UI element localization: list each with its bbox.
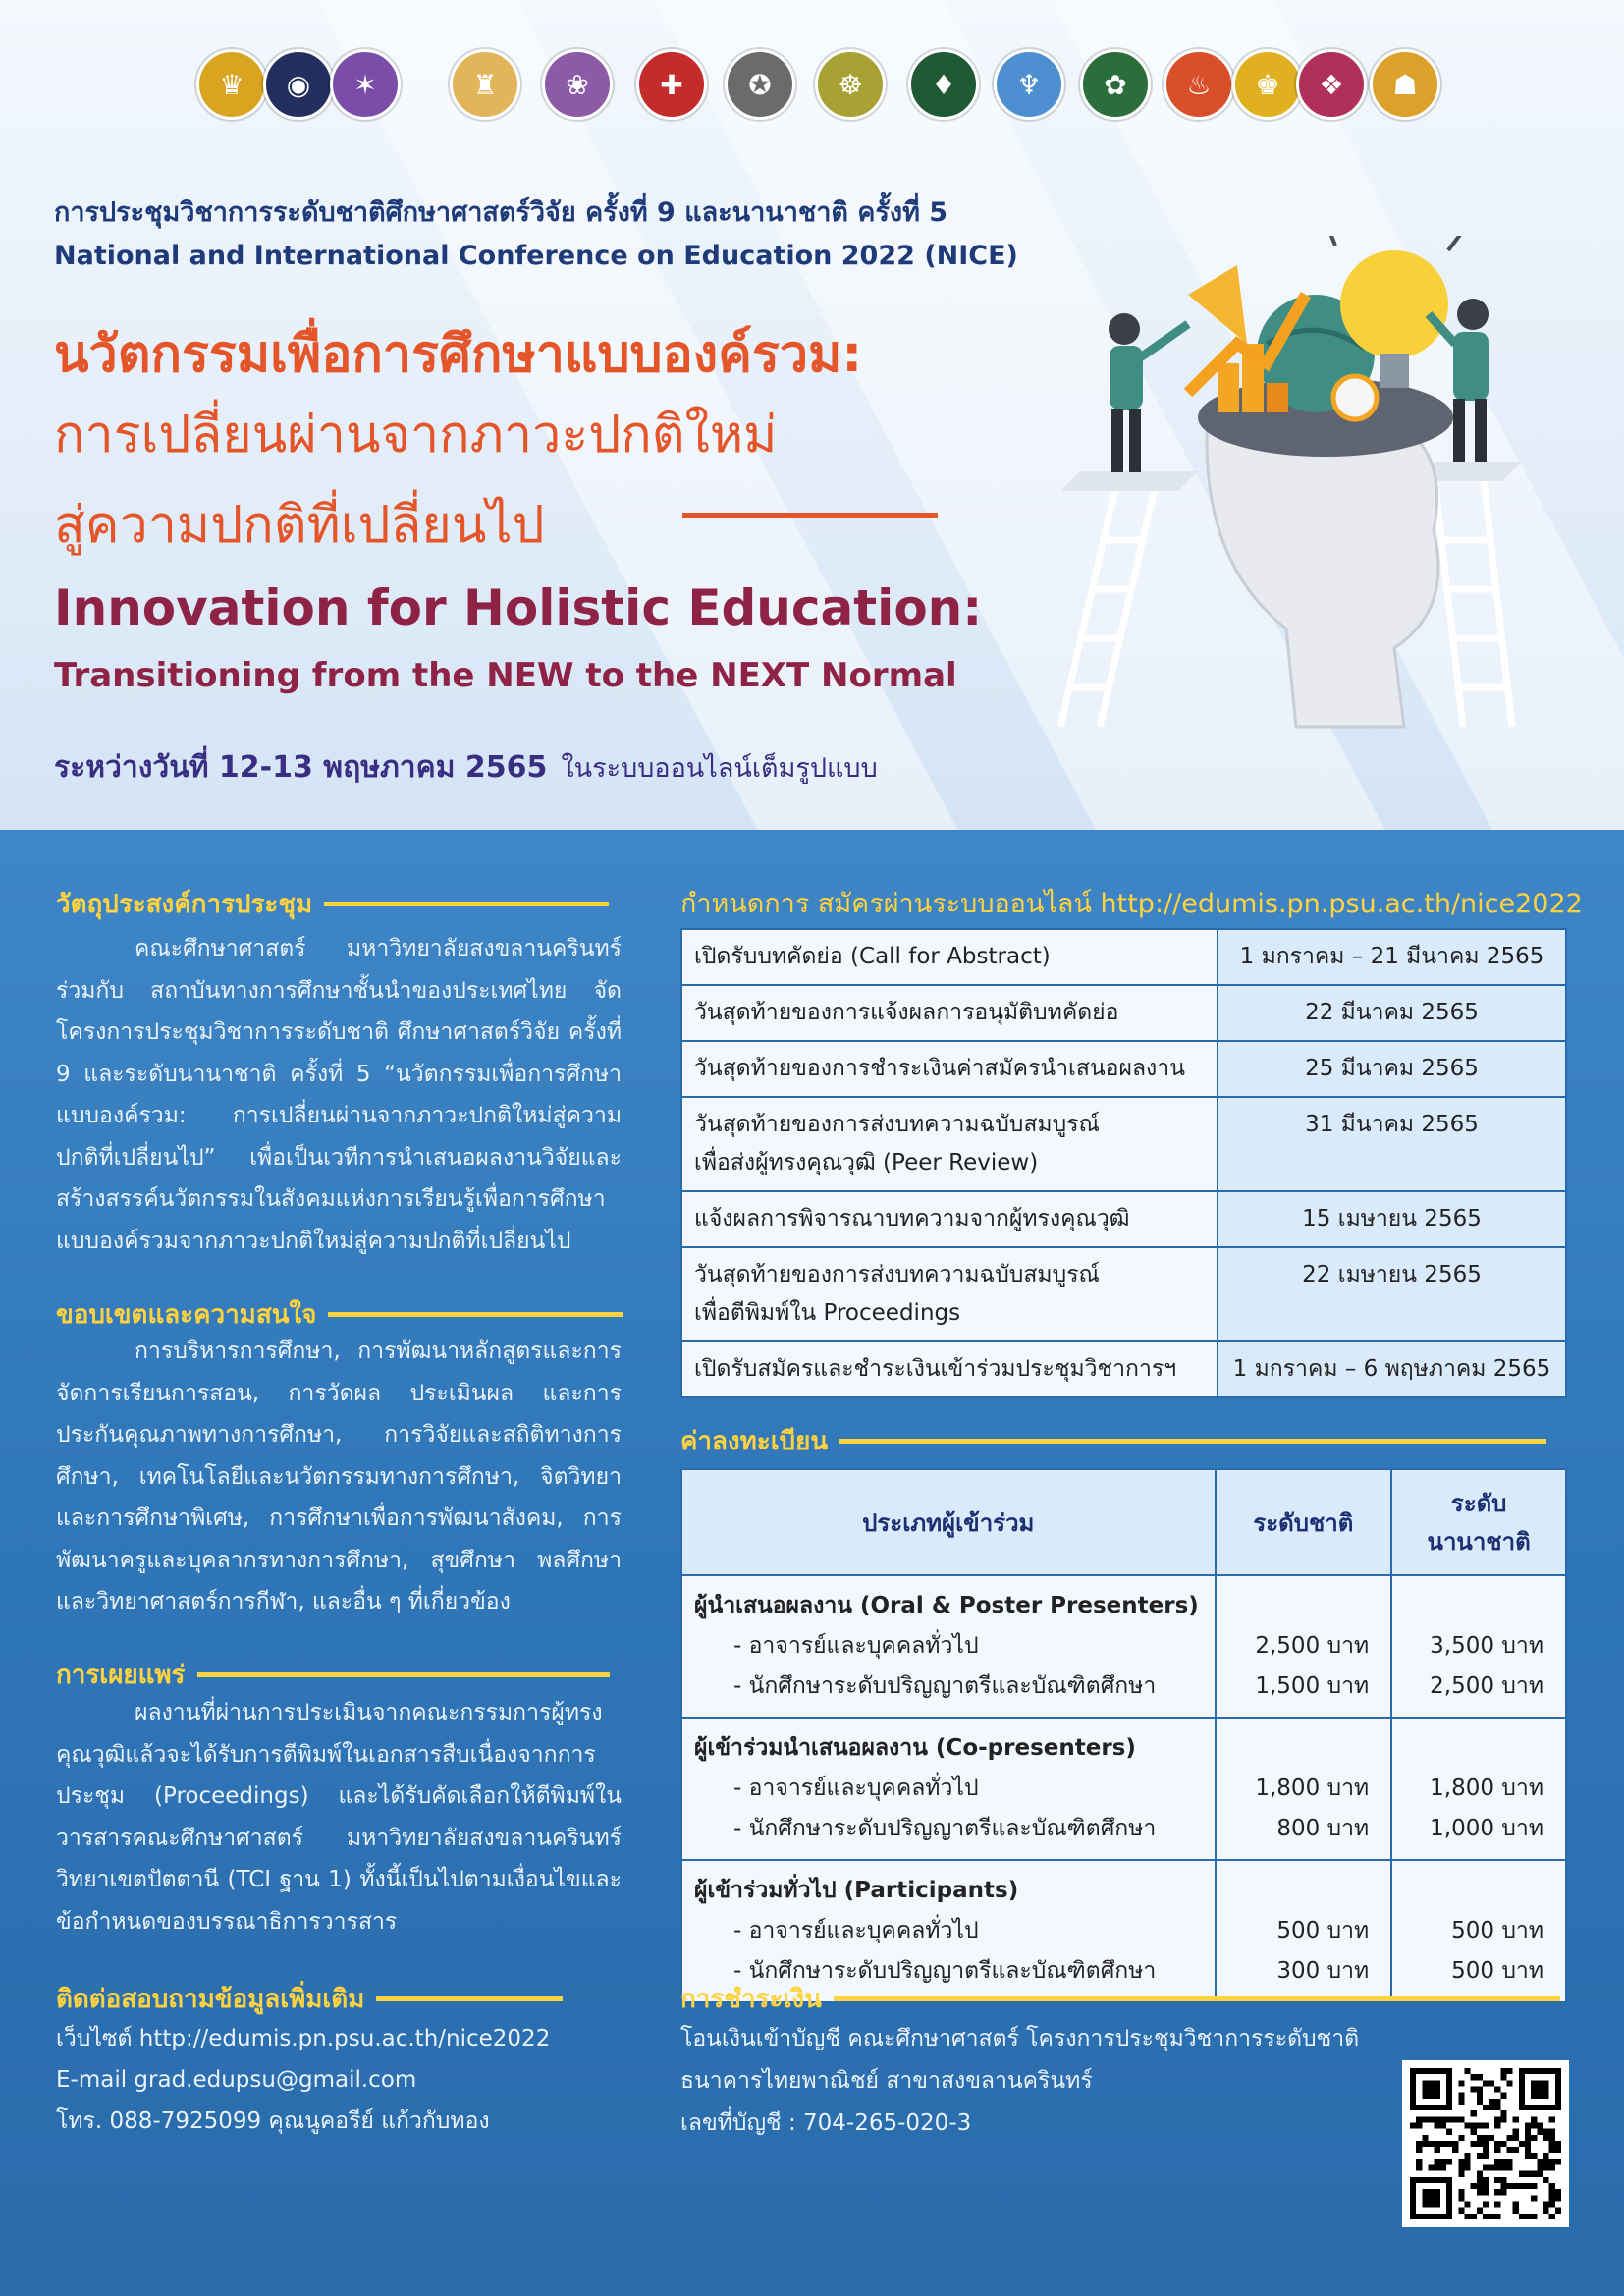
fee-international: 1,800 บาท 1,000 บาท (1391, 1718, 1566, 1860)
fee-group-labels: ผู้เข้าร่วมนำเสนอผลงาน (Co-presenters) - อาจารย์และบุคคลทั่วไป - นักศึกษาระดับปริญญาตรีและบัณฑิตศึกษา (681, 1718, 1216, 1860)
mode-text: ในระบบออนไลน์เต็มรูปแบบ (561, 753, 878, 784)
payment-title-text: การชำระเงิน (680, 1985, 822, 2014)
table-row (681, 1247, 1566, 1341)
fee-international: 500 บาท 500 บาท (1391, 1860, 1566, 2002)
title-bar (197, 1672, 610, 1677)
qr-code-icon[interactable] (1402, 2060, 1569, 2227)
fees-table (680, 1468, 1567, 2003)
payment-line-2: ธนาคารไทยพาณิชย์ สาขาสงขลานครินทร์ (680, 2068, 1093, 2094)
schedule-date: 22 มีนาคม 2565 (1218, 985, 1566, 1041)
date-text: ระหว่างวันที่ 12-13 พฤษภาคม 2565 (54, 750, 548, 785)
publication-title (56, 1655, 610, 1695)
schedule-date: 25 มีนาคม 2565 (1218, 1041, 1566, 1097)
institution-logo-icon: ♛ (196, 49, 267, 120)
schedule-item: วันสุดท้ายของการชำระเงินค่าสมัครนำเสนอผลงาน (681, 1041, 1218, 1097)
col-header-national: ระดับชาติ (1216, 1469, 1392, 1575)
header-section (0, 0, 1624, 830)
col-header-international: ระดับนานาชาติ (1391, 1469, 1566, 1575)
schedule-item: เปิดรับบทคัดย่อ (Call for Abstract) (681, 929, 1218, 985)
schedule-item: วันสุดท้ายของการส่งบทความฉบับสมบูรณ์ เพื่อตีพิมพ์ใน Proceedings (681, 1247, 1218, 1341)
theme-en-line-2: Transitioning from the NEW to the NEXT Normal (54, 656, 957, 695)
schedule-table (680, 928, 1567, 1398)
fee-group (681, 1575, 1566, 1718)
contact-title (56, 1979, 563, 2019)
scope-title (56, 1294, 623, 1335)
institution-logo-icon: ✶ (330, 49, 401, 120)
institution-logo-icon: ✚ (636, 49, 707, 120)
fee-national: 500 บาท 300 บาท (1216, 1860, 1392, 2002)
schedule-item: เปิดรับสมัครและชำระเงินเข้าร่วมประชุมวิชาการฯ (681, 1341, 1218, 1397)
idea-head-illustration-icon (1041, 236, 1591, 746)
table-row (681, 1097, 1566, 1191)
conference-title-en: National and International Conference on Education 2022 (NICE) (54, 241, 1018, 271)
fee-national: 1,800 บาท 800 บาท (1216, 1718, 1392, 1860)
institution-logo-icon: ♚ (1232, 49, 1303, 120)
objective-title (56, 884, 609, 924)
theme-th-line-3: สู่ความปกติที่เปลี่ยนไป (54, 496, 545, 555)
title-bar (834, 1996, 1560, 2001)
theme-en-line-1: Innovation for Holistic Education: (54, 579, 983, 636)
institution-logo-icon: ♆ (994, 49, 1064, 120)
fee-group-labels: ผู้นำเสนอผลงาน (Oral & Poster Presenters) - อาจารย์และบุคคลทั่วไป - นักศึกษาระดับปริญญาตรีและบัณฑิตศึกษา (681, 1575, 1216, 1718)
scope-text: การบริหารการศึกษา, การพัฒนาหลักสูตรและการจัดการเรียนการสอน, การวัดผล ประเมินผล และการประกันคุณภาพทางการศึกษา, การวิจัยและสถิติทางการศึกษา, เทคโนโลยีและนวัตกรรมทางการศึกษา, จิตวิทยาและการศึกษาพิเศษ, การศึกษาเพื่อการพัฒนาสังคม, การพัฒนาครูและบุคลากรทางการศึกษา, สุขศึกษา พลศึกษาและวิทยาศาสตร์การกีฬา, และอื่น ๆ ที่เกี่ยวข้อง (56, 1339, 622, 1614)
theme-th-line-1: นวัตกรรมเพื่อการศึกษาแบบองค์รวม: (54, 325, 863, 384)
schedule-date: 1 มกราคม – 6 พฤษภาคม 2565 (1218, 1341, 1566, 1397)
contact-title-text: ติดต่อสอบถามข้อมูลเพิ่มเติม (56, 1985, 365, 2014)
publication-text: ผลงานที่ผ่านการประเมินจากคณะกรรมการผู้ทรงคุณวุฒิแล้วจะได้รับการตีพิมพ์ในเอกสารสืบเนื่องจากการประชุม (Proceedings) และได้รับคัดเลือกให้ตีพิมพ์ในวารสารคณะศึกษาศาสตร์ มหาวิทยาลัยสงขลานครินทร์ วิทยาเขตปัตตานี (TCI ฐาน 1) ทั้งนี้เป็นไปตามเงื่อนไขและข้อกำหนดของบรรณาธิการวารสาร (56, 1700, 622, 1935)
schedule-date: 31 มีนาคม 2565 (1218, 1097, 1566, 1191)
col-header-type: ประเภทผู้เข้าร่วม (681, 1469, 1216, 1575)
contact-email[interactable]: E-mail grad.edupsu@gmail.com (56, 2067, 417, 2093)
table-row (681, 1191, 1566, 1247)
institution-logo-icon: ✿ (1080, 49, 1151, 120)
logo-row (196, 49, 1424, 128)
conference-date (54, 744, 878, 791)
schedule-date: 15 เมษายน 2565 (1218, 1191, 1566, 1247)
institution-logo-icon: ◉ (263, 49, 334, 120)
objective-text: คณะศึกษาศาสตร์ มหาวิทยาลัยสงขลานครินทร์ ร่วมกับ สถาบันทางการศึกษาชั้นนำของประเทศไทย จัดโครงการประชุมวิชาการระดับชาติ ศึกษาศาสตร์วิจัย ครั้งที่ 9 และระดับนานาชาติ ครั้งที่ 5 “นวัตกรรมเพื่อการศึกษาแบบองค์รวม: การเปลี่ยนผ่านจากภาวะปกติใหม่สู่ความปกติที่เปลี่ยนไป” เพื่อเป็นเวทีการนำเสนอผลงานวิจัยและสร้างสรรค์นวัตกรรมในสังคมแห่งการเรียนรู้เพื่อการศึกษาแบบองค์รวมจากภาวะปกติใหม่สู่ความปกติที่เปลี่ยนไป (56, 936, 622, 1254)
institution-logo-icon: ❖ (1296, 49, 1367, 120)
contact-website[interactable]: เว็บไซต์ http://edumis.pn.psu.ac.th/nice2022 (56, 2026, 551, 2051)
schedule-item: วันสุดท้ายของการแจ้งผลการอนุมัติบทคัดย่อ (681, 985, 1218, 1041)
fee-group-labels: ผู้เข้าร่วมทั่วไป (Participants) - อาจารย์และบุคคลทั่วไป - นักศึกษาระดับปริญญาตรีและบัณฑิตศึกษา (681, 1860, 1216, 2002)
contact-phone: โทร. 088-7925099 คุณนูคอรีย์ แก้วกับทอง (56, 2108, 490, 2134)
schedule-item: วันสุดท้ายของการส่งบทความฉบับสมบูรณ์ เพื่อส่งผู้ทรงคุณวุฒิ (Peer Review) (681, 1097, 1218, 1191)
title-bar (376, 1996, 563, 2001)
contact-info (56, 2018, 550, 2142)
schedule-date: 22 เมษายน 2565 (1218, 1247, 1566, 1341)
table-header-row (681, 1469, 1566, 1575)
schedule-date: 1 มกราคม – 21 มีนาคม 2565 (1218, 929, 1566, 985)
schedule-title: กำหนดการ สมัครผ่านระบบออนไลน์ http://edumis.pn.psu.ac.th/nice2022 (680, 889, 1583, 919)
title-bar (839, 1439, 1546, 1444)
institution-logo-icon: ☸ (815, 49, 886, 120)
fee-group (681, 1718, 1566, 1860)
table-row (681, 1341, 1566, 1397)
title-bar (328, 1312, 623, 1317)
fees-title (680, 1421, 1546, 1461)
payment-title (680, 1979, 1560, 2019)
objective-title-text: วัตถุประสงค์การประชุม (56, 890, 313, 919)
table-row (681, 985, 1566, 1041)
institution-logo-icon: ♜ (450, 49, 520, 120)
schedule-item: แจ้งผลการพิจารณาบทความจากผู้ทรงคุณวุฒิ (681, 1191, 1218, 1247)
institution-logo-icon: ♨ (1164, 49, 1234, 120)
fee-national: 2,500 บาท 1,500 บาท (1216, 1575, 1392, 1718)
payment-line-1: โอนเงินเข้าบัญชี คณะศึกษาศาสตร์ โครงการประชุมวิชาการระดับชาติ (680, 2026, 1360, 2051)
title-bar (324, 902, 609, 906)
fees-title-text: ค่าลงทะเบียน (680, 1427, 829, 1456)
theme-divider (682, 513, 938, 518)
table-row (681, 1041, 1566, 1097)
payment-info (680, 2018, 1359, 2145)
table-row (681, 929, 1566, 985)
institution-logo-icon: ♦ (908, 49, 979, 120)
publication-title-text: การเผยแพร่ (56, 1661, 186, 1690)
institution-logo-icon: ✪ (725, 49, 795, 120)
institution-logo-icon: ❀ (542, 49, 613, 120)
theme-th-line-2: การเปลี่ยนผ่านจากภาวะปกติใหม่ (54, 406, 778, 465)
scope-title-text: ขอบเขตและความสนใจ (56, 1300, 317, 1330)
conference-title-th: การประชุมวิชาการระดับชาติศึกษาศาสตร์วิจัย ครั้งที่ 9 และนานาชาติ ครั้งที่ 5 (54, 197, 948, 228)
fee-international: 3,500 บาท 2,500 บาท (1391, 1575, 1566, 1718)
institution-logo-icon: ☗ (1370, 49, 1440, 120)
payment-account: เลขที่บัญชี : 704-265-020-3 (680, 2110, 972, 2136)
